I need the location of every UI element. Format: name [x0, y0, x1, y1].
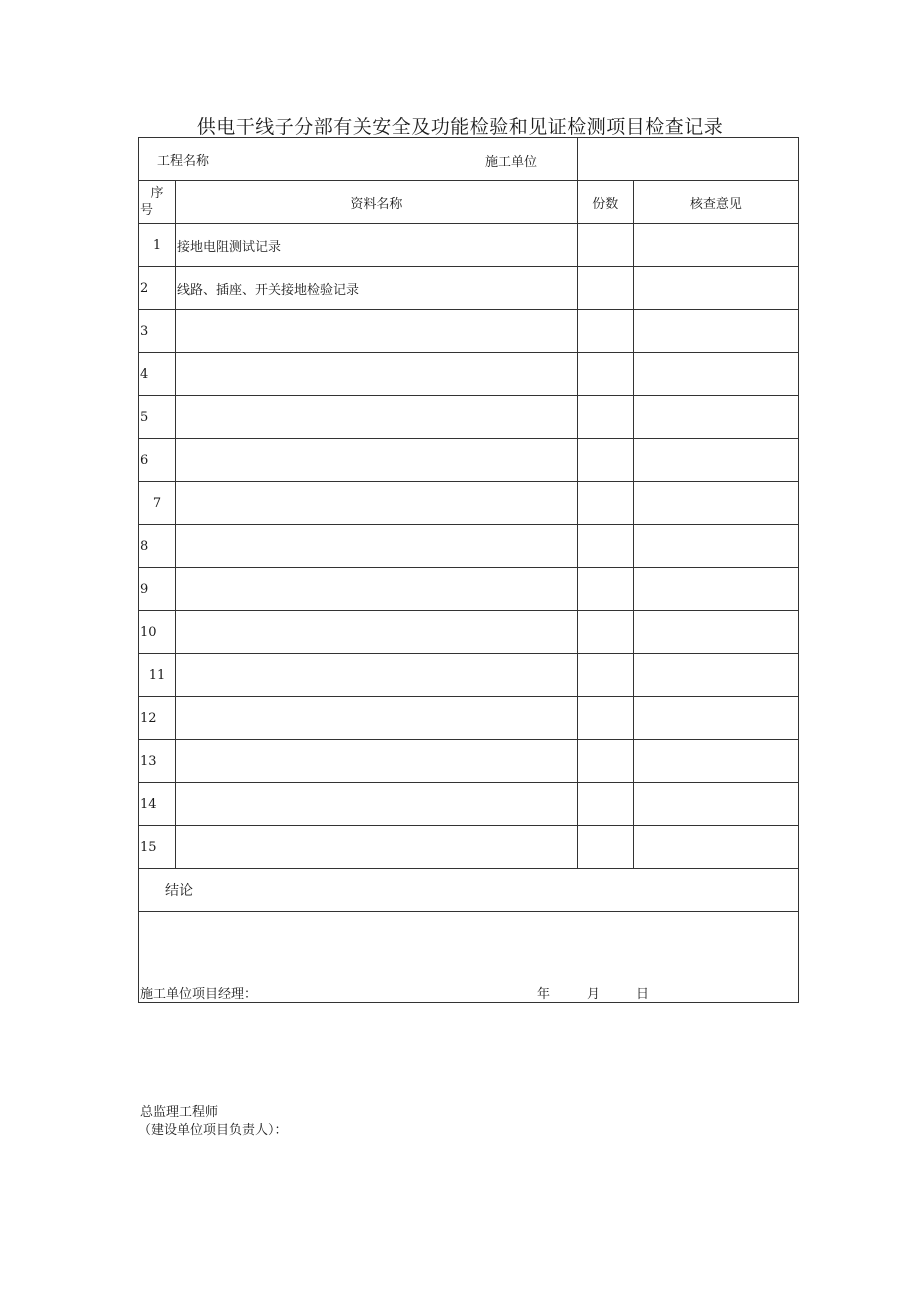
- row-doc-name[interactable]: [176, 482, 578, 525]
- row-count[interactable]: [577, 654, 633, 697]
- row-opinion[interactable]: [633, 310, 798, 353]
- table-row: [139, 525, 799, 568]
- inspection-record-table: [138, 137, 799, 1003]
- table-row: [139, 353, 799, 396]
- row-doc-name[interactable]: 接地电阻测试记录: [176, 224, 578, 267]
- owner-representative-label: （建设单位项目负责人）：: [138, 1123, 288, 1138]
- row-count[interactable]: [577, 224, 633, 267]
- row-doc-name[interactable]: [176, 353, 578, 396]
- row-opinion[interactable]: [633, 353, 798, 396]
- row-opinion[interactable]: [633, 525, 798, 568]
- row-doc-name[interactable]: [176, 525, 578, 568]
- table-row: [139, 568, 799, 611]
- table-row: [139, 654, 799, 697]
- project-name-label: 工程名称: [157, 153, 210, 169]
- row-doc-name[interactable]: [176, 568, 578, 611]
- row-doc-name[interactable]: [176, 654, 578, 697]
- date-day-label: 日: [636, 987, 650, 1002]
- row-opinion[interactable]: [633, 826, 798, 869]
- row-opinion[interactable]: [633, 267, 798, 310]
- row-opinion[interactable]: [633, 224, 798, 267]
- table-row: [139, 310, 799, 353]
- row-count[interactable]: [577, 482, 633, 525]
- row-seq: 15: [139, 826, 176, 869]
- row-opinion[interactable]: [633, 482, 798, 525]
- row-doc-name[interactable]: [176, 611, 578, 654]
- table-row: [139, 439, 799, 482]
- row-doc-name[interactable]: [176, 396, 578, 439]
- conclusion-label: 结论: [139, 869, 799, 912]
- row-seq: 8: [139, 525, 176, 568]
- header-row: [139, 138, 799, 181]
- row-doc-name[interactable]: 线路、插座、开关接地检验记录: [176, 267, 578, 310]
- row-seq: 10: [139, 611, 176, 654]
- row-doc-name[interactable]: [176, 783, 578, 826]
- count-column-header: 份数: [577, 181, 633, 224]
- row-seq: 14: [139, 783, 176, 826]
- row-seq: 6: [139, 439, 176, 482]
- row-doc-name[interactable]: [176, 826, 578, 869]
- date-month-label: 月: [587, 987, 601, 1002]
- table-row: [139, 826, 799, 869]
- row-seq: 4: [139, 353, 176, 396]
- row-count[interactable]: [577, 611, 633, 654]
- row-opinion[interactable]: [633, 654, 798, 697]
- row-doc-name[interactable]: [176, 310, 578, 353]
- row-doc-name[interactable]: [176, 439, 578, 482]
- row-opinion[interactable]: [633, 697, 798, 740]
- row-count[interactable]: [577, 740, 633, 783]
- form-title: 供电干线子分部有关安全及功能检验和见证检测项目检查记录: [196, 116, 724, 138]
- seq-column-header: [139, 181, 176, 224]
- row-seq: 1: [139, 224, 176, 267]
- signature-cell[interactable]: [139, 912, 799, 1003]
- chief-supervisor-label: 总监理工程师: [140, 1105, 219, 1120]
- row-seq: 3: [139, 310, 176, 353]
- date-year-label: 年: [537, 987, 551, 1002]
- column-header-row: [139, 181, 799, 224]
- record-rows: [139, 224, 799, 869]
- construction-unit-value[interactable]: [577, 138, 798, 181]
- table-row: [139, 740, 799, 783]
- seq-header-line1: 序: [150, 186, 164, 201]
- row-count[interactable]: [577, 396, 633, 439]
- table-row: [139, 267, 799, 310]
- conclusion-row: [139, 869, 799, 912]
- row-seq: 2: [139, 267, 176, 310]
- table-row: [139, 396, 799, 439]
- row-opinion[interactable]: [633, 439, 798, 482]
- row-opinion[interactable]: [633, 611, 798, 654]
- row-count[interactable]: [577, 267, 633, 310]
- row-seq: 5: [139, 396, 176, 439]
- row-count[interactable]: [577, 783, 633, 826]
- signature-row: [139, 912, 799, 1003]
- table-row: [139, 611, 799, 654]
- row-doc-name[interactable]: [176, 740, 578, 783]
- row-count[interactable]: [577, 439, 633, 482]
- row-seq: 7: [139, 482, 176, 525]
- seq-header-line2: 号: [140, 203, 154, 218]
- table-row: [139, 224, 799, 267]
- row-count[interactable]: [577, 353, 633, 396]
- row-opinion[interactable]: [633, 568, 798, 611]
- table-row: [139, 783, 799, 826]
- table-row: [139, 697, 799, 740]
- table-row: [139, 482, 799, 525]
- row-opinion[interactable]: [633, 396, 798, 439]
- row-count[interactable]: [577, 826, 633, 869]
- row-seq: 13: [139, 740, 176, 783]
- row-opinion[interactable]: [633, 740, 798, 783]
- row-count[interactable]: [577, 568, 633, 611]
- row-seq: 11: [139, 654, 176, 697]
- project-info-cell: [139, 138, 578, 181]
- row-opinion[interactable]: [633, 783, 798, 826]
- row-seq: 9: [139, 568, 176, 611]
- row-count[interactable]: [577, 310, 633, 353]
- project-manager-label: 施工单位项目经理：: [140, 987, 258, 1002]
- row-count[interactable]: [577, 525, 633, 568]
- row-count[interactable]: [577, 697, 633, 740]
- row-seq: 12: [139, 697, 176, 740]
- construction-unit-label: 施工单位: [485, 155, 538, 170]
- row-doc-name[interactable]: [176, 697, 578, 740]
- doc-name-column-header: 资料名称: [176, 181, 578, 224]
- opinion-column-header: 核查意见: [633, 181, 798, 224]
